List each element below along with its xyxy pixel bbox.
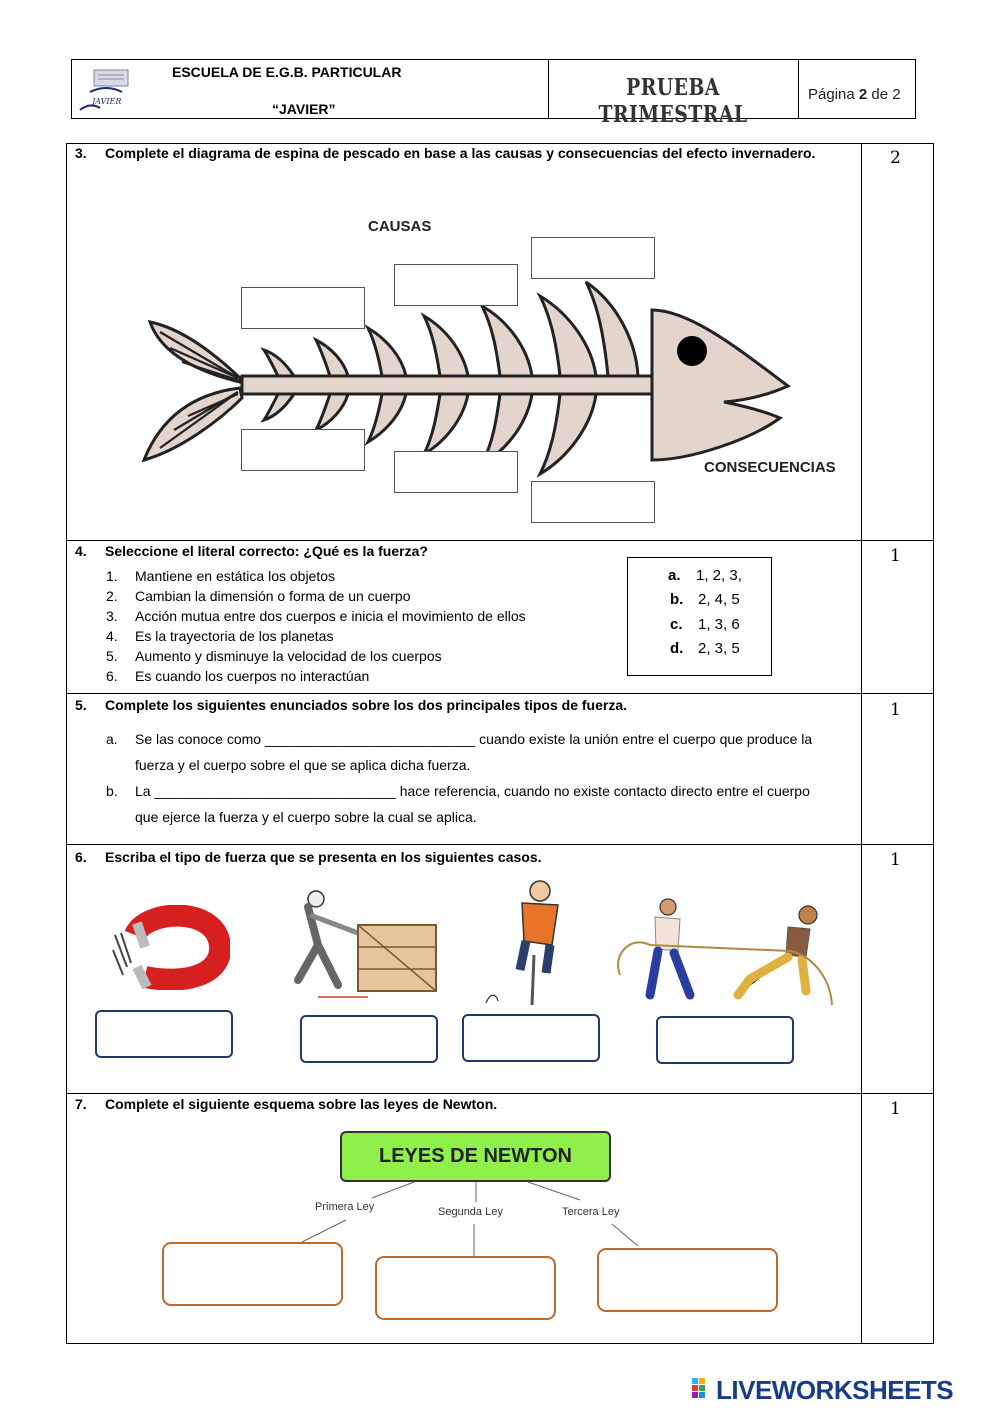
option-c[interactable]: c. 1, 3, 6 <box>670 616 740 633</box>
q6-text: Escriba el tipo de fuerza que se presenta en los siguientes casos. <box>105 849 542 865</box>
option-a[interactable]: a. 1, 2, 3, <box>668 567 742 584</box>
liveworksheets-icon <box>692 1378 712 1400</box>
q4-item: Acción mutua entre dos cuerpos e inicia el movimiento de ellos <box>135 608 526 624</box>
q7-score: 1 <box>890 1099 901 1119</box>
school-name: ESCUELA DE E.G.B. PARTICULAR <box>172 64 402 80</box>
consequence-answer-box[interactable] <box>241 429 365 471</box>
q5-b-statement-cont: que ejerce la fuerza y el cuerpo sobre la cual se aplica. <box>135 809 477 825</box>
q5-b-label: b. <box>106 783 118 799</box>
pushing-box-image <box>258 885 443 1000</box>
q4-item: Mantiene en estática los objetos <box>135 568 336 584</box>
force-answer-box-pogo[interactable] <box>462 1014 600 1062</box>
school-name-2: “JAVIER” <box>272 101 336 117</box>
consequence-answer-box[interactable] <box>531 481 655 523</box>
tug-of-war-image <box>610 895 840 1010</box>
q5-b-statement[interactable]: La _______________________________ hace referencia, cuando no existe contacto directo entre el cuerpo <box>135 783 810 799</box>
q4-item-number: 3. <box>106 608 118 624</box>
title-cell <box>548 60 799 128</box>
q3-text: Complete el diagrama de espina de pescado en base a las causas y consecuencias del efecto invernadero. <box>105 145 816 161</box>
force-answer-box-push[interactable] <box>300 1015 438 1063</box>
liveworksheets-logo[interactable]: LIVEWORKSHEETS <box>716 1375 954 1405</box>
consecuencias-label: CONSECUENCIAS <box>704 459 836 476</box>
q4-item-number: 6. <box>106 668 118 684</box>
force-answer-box-tug[interactable] <box>656 1016 794 1064</box>
q4-item: Es cuando los cuerpos no interactúan <box>135 668 370 684</box>
school-logo <box>76 64 136 114</box>
q3-score: 2 <box>890 148 901 168</box>
cause-answer-box[interactable] <box>241 287 365 329</box>
first-law-answer-box[interactable] <box>162 1242 343 1306</box>
q7-number: 7. <box>75 1096 87 1112</box>
cause-answer-box[interactable] <box>531 237 655 279</box>
option-d[interactable]: d. 2, 3, 5 <box>670 640 740 657</box>
q5-number: 5. <box>75 697 87 713</box>
first-law-label: Primera Ley <box>315 1201 375 1213</box>
q4-text: Seleccione el literal correcto: ¿Qué es la fuerza? <box>105 543 428 559</box>
q4-score: 1 <box>890 546 901 566</box>
row-divider <box>66 1093 934 1094</box>
magnet-image <box>105 905 230 990</box>
q4-item: Cambian la dimensión o forma de un cuerpo <box>135 588 411 604</box>
consequence-answer-box[interactable] <box>394 451 518 493</box>
pogo-jump-image <box>480 875 580 1010</box>
third-law-answer-box[interactable] <box>597 1248 778 1312</box>
force-answer-box-magnet[interactable] <box>95 1010 233 1058</box>
newton-connectors <box>290 1180 650 1260</box>
cause-answer-box[interactable] <box>394 264 518 306</box>
q6-score: 1 <box>890 850 901 870</box>
exam-title: PRUEBA TRIMESTRAL <box>598 74 748 128</box>
q6-number: 6. <box>75 849 87 865</box>
q4-item: Aumento y disminuye la velocidad de los cuerpos <box>135 648 442 664</box>
q4-item-number: 2. <box>106 588 118 604</box>
q4-options-box <box>627 557 772 676</box>
q4-item-number: 5. <box>106 648 118 664</box>
score-column-divider <box>861 143 862 1344</box>
row-divider <box>66 693 934 694</box>
row-divider <box>66 844 934 845</box>
q5-a-label: a. <box>106 731 118 747</box>
newton-title-box: LEYES DE NEWTON <box>340 1131 611 1182</box>
q5-score: 1 <box>890 700 901 720</box>
document-header <box>71 59 916 128</box>
q5-text: Complete los siguientes enunciados sobre los dos principales tipos de fuerza. <box>105 697 628 713</box>
causas-label: CAUSAS <box>368 218 432 235</box>
second-law-label: Segunda Ley <box>438 1206 503 1218</box>
second-law-answer-box[interactable] <box>375 1256 556 1320</box>
q3-number: 3. <box>75 145 87 161</box>
third-law-label: Tercera Ley <box>562 1206 620 1218</box>
q4-item-number: 4. <box>106 628 118 644</box>
q4-item-number: 1. <box>106 568 118 584</box>
row-divider <box>66 540 934 541</box>
option-b[interactable]: b. 2, 4, 5 <box>670 591 740 608</box>
page-indicator: Página 2 de 2 <box>808 86 901 103</box>
q7-text: Complete el siguiente esquema sobre las leyes de Newton. <box>105 1096 498 1112</box>
q4-number: 4. <box>75 543 87 559</box>
svg-text:JAVIER: JAVIER <box>92 97 122 106</box>
school-cell <box>72 60 549 118</box>
q5-a-statement-cont: fuerza y el cuerpo sobre el que se aplica dicha fuerza. <box>135 757 471 773</box>
q4-item: Es la trayectoria de los planetas <box>135 628 334 644</box>
q5-a-statement[interactable]: Se las conoce como ___________________________ cuando existe la unión entre el cuerpo que produce la <box>135 731 813 747</box>
